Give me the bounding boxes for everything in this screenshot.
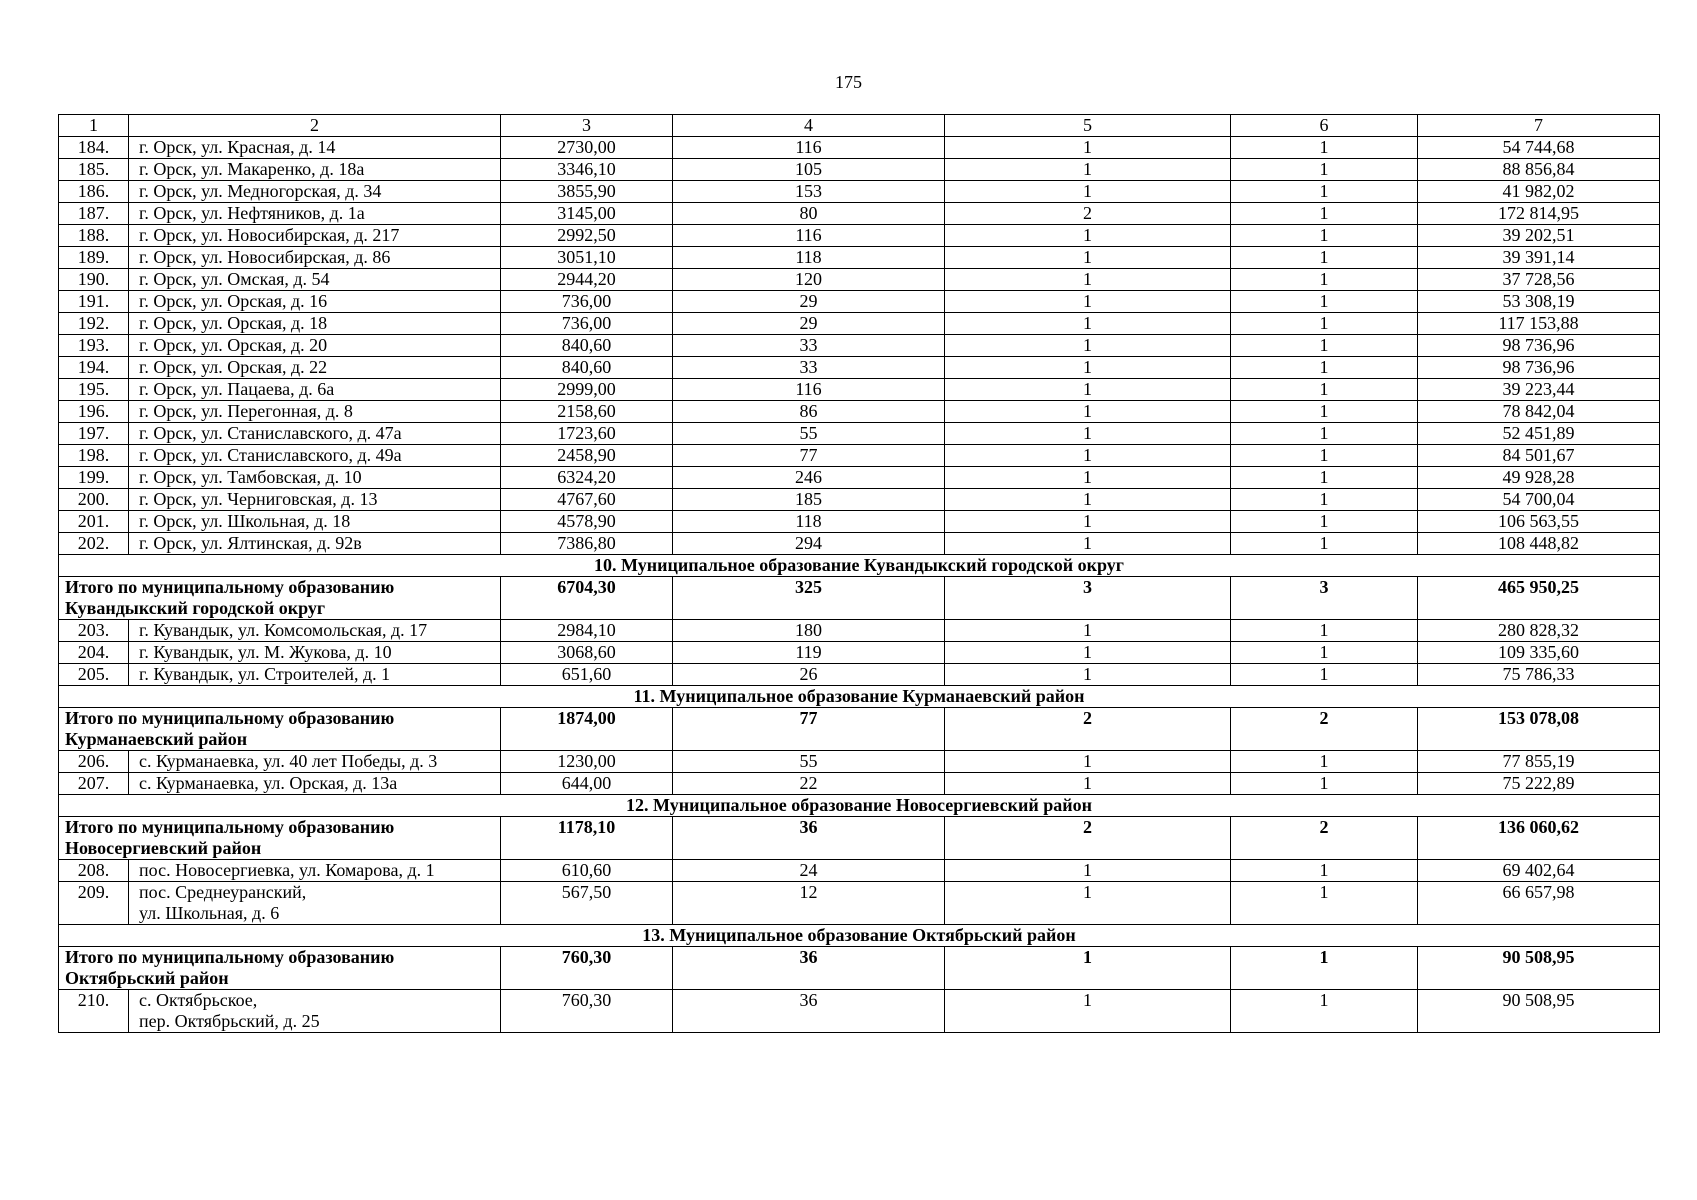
amount-cell: 108 448,82 bbox=[1418, 533, 1660, 555]
residents-cell: 118 bbox=[673, 247, 945, 269]
table-row bbox=[59, 225, 1660, 247]
count-cell: 1 bbox=[945, 423, 1231, 445]
count-cell: 1 bbox=[945, 357, 1231, 379]
table-row bbox=[59, 313, 1660, 335]
residents-cell: 55 bbox=[673, 423, 945, 445]
section-title: 11. Муниципальное образование Курманаевский район bbox=[59, 686, 1660, 708]
row-number: 192. bbox=[59, 313, 129, 335]
row-number: 188. bbox=[59, 225, 129, 247]
residents-cell: 116 bbox=[673, 225, 945, 247]
area-cell: 3346,10 bbox=[501, 159, 673, 181]
row-number: 200. bbox=[59, 489, 129, 511]
residents-cell: 180 bbox=[673, 620, 945, 642]
subtotal-residents-cell: 325 bbox=[673, 577, 945, 620]
row-number: 208. bbox=[59, 860, 129, 882]
area-cell: 760,30 bbox=[501, 990, 673, 1033]
row-number: 203. bbox=[59, 620, 129, 642]
address-cell: г. Кувандык, ул. М. Жукова, д. 10 bbox=[129, 642, 501, 664]
section-title: 10. Муниципальное образование Кувандыкский городской округ bbox=[59, 555, 1660, 577]
subtotal-count2-cell: 1 bbox=[1231, 947, 1418, 990]
amount-cell: 54 700,04 bbox=[1418, 489, 1660, 511]
row-number: 189. bbox=[59, 247, 129, 269]
area-cell: 3145,00 bbox=[501, 203, 673, 225]
column-number: 6 bbox=[1231, 115, 1418, 137]
subtotal-count-cell: 2 bbox=[945, 708, 1231, 751]
count-cell: 1 bbox=[945, 467, 1231, 489]
column-number: 7 bbox=[1418, 115, 1660, 137]
count2-cell: 1 bbox=[1231, 511, 1418, 533]
count2-cell: 1 bbox=[1231, 225, 1418, 247]
area-cell: 736,00 bbox=[501, 291, 673, 313]
amount-cell: 39 391,14 bbox=[1418, 247, 1660, 269]
row-number: 184. bbox=[59, 137, 129, 159]
count-cell: 1 bbox=[945, 401, 1231, 423]
count2-cell: 1 bbox=[1231, 467, 1418, 489]
row-number: 190. bbox=[59, 269, 129, 291]
count2-cell: 1 bbox=[1231, 882, 1418, 925]
amount-cell: 117 153,88 bbox=[1418, 313, 1660, 335]
subtotal-row bbox=[59, 817, 1660, 860]
address-cell: г. Орск, ул. Орская, д. 18 bbox=[129, 313, 501, 335]
subtotal-count-cell: 1 bbox=[945, 947, 1231, 990]
count2-cell: 1 bbox=[1231, 181, 1418, 203]
row-number: 194. bbox=[59, 357, 129, 379]
residents-cell: 26 bbox=[673, 664, 945, 686]
table-row bbox=[59, 159, 1660, 181]
row-number: 205. bbox=[59, 664, 129, 686]
address-cell: г. Орск, ул. Ялтинская, д. 92в bbox=[129, 533, 501, 555]
table-row bbox=[59, 335, 1660, 357]
count-cell: 1 bbox=[945, 181, 1231, 203]
count2-cell: 1 bbox=[1231, 990, 1418, 1033]
residents-cell: 294 bbox=[673, 533, 945, 555]
count-cell: 1 bbox=[945, 159, 1231, 181]
residents-cell: 118 bbox=[673, 511, 945, 533]
residents-cell: 246 bbox=[673, 467, 945, 489]
residents-cell: 22 bbox=[673, 773, 945, 795]
row-number: 198. bbox=[59, 445, 129, 467]
count2-cell: 1 bbox=[1231, 335, 1418, 357]
area-cell: 2984,10 bbox=[501, 620, 673, 642]
count-cell: 1 bbox=[945, 773, 1231, 795]
table-row bbox=[59, 533, 1660, 555]
table-row bbox=[59, 773, 1660, 795]
row-number: 191. bbox=[59, 291, 129, 313]
table-row bbox=[59, 664, 1660, 686]
amount-cell: 39 202,51 bbox=[1418, 225, 1660, 247]
amount-cell: 52 451,89 bbox=[1418, 423, 1660, 445]
count2-cell: 1 bbox=[1231, 620, 1418, 642]
row-number: 193. bbox=[59, 335, 129, 357]
table-row bbox=[59, 269, 1660, 291]
count2-cell: 1 bbox=[1231, 203, 1418, 225]
section-header-row bbox=[59, 925, 1660, 947]
area-cell: 6324,20 bbox=[501, 467, 673, 489]
amount-cell: 37 728,56 bbox=[1418, 269, 1660, 291]
address-cell: г. Орск, ул. Пацаева, д. 6а bbox=[129, 379, 501, 401]
count-cell: 1 bbox=[945, 533, 1231, 555]
count2-cell: 1 bbox=[1231, 533, 1418, 555]
table-row bbox=[59, 511, 1660, 533]
row-number: 187. bbox=[59, 203, 129, 225]
residents-cell: 116 bbox=[673, 137, 945, 159]
subtotal-residents-cell: 36 bbox=[673, 817, 945, 860]
area-cell: 644,00 bbox=[501, 773, 673, 795]
count-cell: 2 bbox=[945, 203, 1231, 225]
amount-cell: 78 842,04 bbox=[1418, 401, 1660, 423]
address-cell: г. Орск, ул. Нефтяников, д. 1а bbox=[129, 203, 501, 225]
residents-cell: 77 bbox=[673, 445, 945, 467]
address-cell: пос. Среднеуранский, ул. Школьная, д. 6 bbox=[129, 882, 501, 925]
area-cell: 1723,60 bbox=[501, 423, 673, 445]
section-header-row bbox=[59, 686, 1660, 708]
address-cell: пос. Новосергиевка, ул. Комарова, д. 1 bbox=[129, 860, 501, 882]
column-number: 1 bbox=[59, 115, 129, 137]
row-number: 185. bbox=[59, 159, 129, 181]
table-row bbox=[59, 489, 1660, 511]
amount-cell: 109 335,60 bbox=[1418, 642, 1660, 664]
section-title: 12. Муниципальное образование Новосергиевский район bbox=[59, 795, 1660, 817]
area-cell: 3855,90 bbox=[501, 181, 673, 203]
row-number: 206. bbox=[59, 751, 129, 773]
address-cell: г. Орск, ул. Новосибирская, д. 217 bbox=[129, 225, 501, 247]
count-cell: 1 bbox=[945, 225, 1231, 247]
residents-cell: 33 bbox=[673, 335, 945, 357]
count-cell: 1 bbox=[945, 137, 1231, 159]
count2-cell: 1 bbox=[1231, 642, 1418, 664]
row-number: 210. bbox=[59, 990, 129, 1033]
count2-cell: 1 bbox=[1231, 357, 1418, 379]
count2-cell: 1 bbox=[1231, 773, 1418, 795]
amount-cell: 106 563,55 bbox=[1418, 511, 1660, 533]
section-header-row bbox=[59, 555, 1660, 577]
area-cell: 3068,60 bbox=[501, 642, 673, 664]
residents-cell: 185 bbox=[673, 489, 945, 511]
count-cell: 1 bbox=[945, 664, 1231, 686]
count-cell: 1 bbox=[945, 379, 1231, 401]
address-cell: г. Кувандык, ул. Комсомольская, д. 17 bbox=[129, 620, 501, 642]
residents-cell: 116 bbox=[673, 379, 945, 401]
area-cell: 3051,10 bbox=[501, 247, 673, 269]
count-cell: 1 bbox=[945, 489, 1231, 511]
subtotal-area-cell: 1178,10 bbox=[501, 817, 673, 860]
address-cell: с. Курманаевка, ул. 40 лет Победы, д. 3 bbox=[129, 751, 501, 773]
row-number: 202. bbox=[59, 533, 129, 555]
count2-cell: 1 bbox=[1231, 291, 1418, 313]
count2-cell: 1 bbox=[1231, 401, 1418, 423]
count-cell: 1 bbox=[945, 313, 1231, 335]
amount-cell: 66 657,98 bbox=[1418, 882, 1660, 925]
subtotal-amount-cell: 153 078,08 bbox=[1418, 708, 1660, 751]
count-cell: 1 bbox=[945, 751, 1231, 773]
table-row bbox=[59, 620, 1660, 642]
subtotal-area-cell: 760,30 bbox=[501, 947, 673, 990]
count-cell: 1 bbox=[945, 291, 1231, 313]
count2-cell: 1 bbox=[1231, 247, 1418, 269]
column-number: 2 bbox=[129, 115, 501, 137]
amount-cell: 69 402,64 bbox=[1418, 860, 1660, 882]
count-cell: 1 bbox=[945, 620, 1231, 642]
count-cell: 1 bbox=[945, 990, 1231, 1033]
amount-cell: 280 828,32 bbox=[1418, 620, 1660, 642]
subtotal-label: Итого по муниципальному образованию Октябрьский район bbox=[59, 947, 501, 990]
subtotal-area-cell: 6704,30 bbox=[501, 577, 673, 620]
subtotal-row bbox=[59, 708, 1660, 751]
address-cell: г. Орск, ул. Новосибирская, д. 86 bbox=[129, 247, 501, 269]
table-row bbox=[59, 445, 1660, 467]
residents-cell: 12 bbox=[673, 882, 945, 925]
area-cell: 840,60 bbox=[501, 335, 673, 357]
table-row bbox=[59, 751, 1660, 773]
column-number: 4 bbox=[673, 115, 945, 137]
area-cell: 610,60 bbox=[501, 860, 673, 882]
count2-cell: 1 bbox=[1231, 159, 1418, 181]
count2-cell: 1 bbox=[1231, 379, 1418, 401]
table-row bbox=[59, 882, 1660, 925]
subtotal-amount-cell: 90 508,95 bbox=[1418, 947, 1660, 990]
subtotal-residents-cell: 36 bbox=[673, 947, 945, 990]
count2-cell: 1 bbox=[1231, 751, 1418, 773]
count-cell: 1 bbox=[945, 445, 1231, 467]
residents-cell: 29 bbox=[673, 291, 945, 313]
row-number: 199. bbox=[59, 467, 129, 489]
row-number: 196. bbox=[59, 401, 129, 423]
area-cell: 4578,90 bbox=[501, 511, 673, 533]
address-cell: г. Орск, ул. Перегонная, д. 8 bbox=[129, 401, 501, 423]
area-cell: 4767,60 bbox=[501, 489, 673, 511]
subtotal-count-cell: 2 bbox=[945, 817, 1231, 860]
residents-cell: 80 bbox=[673, 203, 945, 225]
subtotal-amount-cell: 136 060,62 bbox=[1418, 817, 1660, 860]
table-row bbox=[59, 642, 1660, 664]
area-cell: 2730,00 bbox=[501, 137, 673, 159]
address-cell: с. Курманаевка, ул. Орская, д. 13а bbox=[129, 773, 501, 795]
residents-cell: 36 bbox=[673, 990, 945, 1033]
address-cell: г. Орск, ул. Черниговская, д. 13 bbox=[129, 489, 501, 511]
table-row bbox=[59, 291, 1660, 313]
count2-cell: 1 bbox=[1231, 489, 1418, 511]
subtotal-count2-cell: 2 bbox=[1231, 817, 1418, 860]
amount-cell: 77 855,19 bbox=[1418, 751, 1660, 773]
table-row bbox=[59, 467, 1660, 489]
address-cell: г. Кувандык, ул. Строителей, д. 1 bbox=[129, 664, 501, 686]
amount-cell: 98 736,96 bbox=[1418, 357, 1660, 379]
address-cell: г. Орск, ул. Медногорская, д. 34 bbox=[129, 181, 501, 203]
amount-cell: 84 501,67 bbox=[1418, 445, 1660, 467]
subtotal-area-cell: 1874,00 bbox=[501, 708, 673, 751]
residents-cell: 153 bbox=[673, 181, 945, 203]
subtotal-label: Итого по муниципальному образованию Кувандыкский городской округ bbox=[59, 577, 501, 620]
count-cell: 1 bbox=[945, 642, 1231, 664]
table-row bbox=[59, 181, 1660, 203]
count2-cell: 1 bbox=[1231, 269, 1418, 291]
amount-cell: 88 856,84 bbox=[1418, 159, 1660, 181]
table-row bbox=[59, 401, 1660, 423]
registry-table bbox=[58, 114, 1660, 1033]
table-body bbox=[59, 115, 1660, 1033]
count2-cell: 1 bbox=[1231, 860, 1418, 882]
row-number: 207. bbox=[59, 773, 129, 795]
area-cell: 567,50 bbox=[501, 882, 673, 925]
table-row bbox=[59, 379, 1660, 401]
row-number: 186. bbox=[59, 181, 129, 203]
address-cell: с. Октябрьское, пер. Октябрьский, д. 25 bbox=[129, 990, 501, 1033]
amount-cell: 172 814,95 bbox=[1418, 203, 1660, 225]
count-cell: 1 bbox=[945, 511, 1231, 533]
subtotal-count2-cell: 3 bbox=[1231, 577, 1418, 620]
row-number: 195. bbox=[59, 379, 129, 401]
page-number: 175 bbox=[835, 72, 862, 92]
area-cell: 651,60 bbox=[501, 664, 673, 686]
residents-cell: 55 bbox=[673, 751, 945, 773]
table-row bbox=[59, 357, 1660, 379]
subtotal-label: Итого по муниципальному образованию Новосергиевский район bbox=[59, 817, 501, 860]
amount-cell: 98 736,96 bbox=[1418, 335, 1660, 357]
address-cell: г. Орск, ул. Омская, д. 54 bbox=[129, 269, 501, 291]
area-cell: 736,00 bbox=[501, 313, 673, 335]
count2-cell: 1 bbox=[1231, 137, 1418, 159]
area-cell: 2158,60 bbox=[501, 401, 673, 423]
column-number-row bbox=[59, 115, 1660, 137]
area-cell: 2999,00 bbox=[501, 379, 673, 401]
table-row bbox=[59, 990, 1660, 1033]
amount-cell: 75 222,89 bbox=[1418, 773, 1660, 795]
area-cell: 2944,20 bbox=[501, 269, 673, 291]
area-cell: 7386,80 bbox=[501, 533, 673, 555]
count-cell: 1 bbox=[945, 860, 1231, 882]
count-cell: 1 bbox=[945, 269, 1231, 291]
table-row bbox=[59, 860, 1660, 882]
subtotal-count-cell: 3 bbox=[945, 577, 1231, 620]
address-cell: г. Орск, ул. Тамбовская, д. 10 bbox=[129, 467, 501, 489]
address-cell: г. Орск, ул. Школьная, д. 18 bbox=[129, 511, 501, 533]
column-number: 3 bbox=[501, 115, 673, 137]
residents-cell: 86 bbox=[673, 401, 945, 423]
area-cell: 1230,00 bbox=[501, 751, 673, 773]
count2-cell: 1 bbox=[1231, 664, 1418, 686]
count2-cell: 1 bbox=[1231, 445, 1418, 467]
section-title: 13. Муниципальное образование Октябрьский район bbox=[59, 925, 1660, 947]
residents-cell: 29 bbox=[673, 313, 945, 335]
row-number: 204. bbox=[59, 642, 129, 664]
count-cell: 1 bbox=[945, 882, 1231, 925]
address-cell: г. Орск, ул. Орская, д. 20 bbox=[129, 335, 501, 357]
amount-cell: 53 308,19 bbox=[1418, 291, 1660, 313]
area-cell: 2992,50 bbox=[501, 225, 673, 247]
count-cell: 1 bbox=[945, 335, 1231, 357]
residents-cell: 120 bbox=[673, 269, 945, 291]
table-row bbox=[59, 203, 1660, 225]
amount-cell: 39 223,44 bbox=[1418, 379, 1660, 401]
count2-cell: 1 bbox=[1231, 313, 1418, 335]
address-cell: г. Орск, ул. Станиславского, д. 49а bbox=[129, 445, 501, 467]
row-number: 197. bbox=[59, 423, 129, 445]
area-cell: 2458,90 bbox=[501, 445, 673, 467]
section-header-row bbox=[59, 795, 1660, 817]
row-number: 201. bbox=[59, 511, 129, 533]
address-cell: г. Орск, ул. Орская, д. 22 bbox=[129, 357, 501, 379]
subtotal-count2-cell: 2 bbox=[1231, 708, 1418, 751]
address-cell: г. Орск, ул. Станиславского, д. 47а bbox=[129, 423, 501, 445]
subtotal-residents-cell: 77 bbox=[673, 708, 945, 751]
subtotal-amount-cell: 465 950,25 bbox=[1418, 577, 1660, 620]
amount-cell: 41 982,02 bbox=[1418, 181, 1660, 203]
address-cell: г. Орск, ул. Орская, д. 16 bbox=[129, 291, 501, 313]
count-cell: 1 bbox=[945, 247, 1231, 269]
address-cell: г. Орск, ул. Красная, д. 14 bbox=[129, 137, 501, 159]
table-row bbox=[59, 247, 1660, 269]
amount-cell: 54 744,68 bbox=[1418, 137, 1660, 159]
subtotal-row bbox=[59, 947, 1660, 990]
amount-cell: 49 928,28 bbox=[1418, 467, 1660, 489]
table-row bbox=[59, 137, 1660, 159]
amount-cell: 90 508,95 bbox=[1418, 990, 1660, 1033]
residents-cell: 105 bbox=[673, 159, 945, 181]
row-number: 209. bbox=[59, 882, 129, 925]
table-row bbox=[59, 423, 1660, 445]
amount-cell: 75 786,33 bbox=[1418, 664, 1660, 686]
residents-cell: 33 bbox=[673, 357, 945, 379]
residents-cell: 119 bbox=[673, 642, 945, 664]
column-number: 5 bbox=[945, 115, 1231, 137]
count2-cell: 1 bbox=[1231, 423, 1418, 445]
address-cell: г. Орск, ул. Макаренко, д. 18а bbox=[129, 159, 501, 181]
residents-cell: 24 bbox=[673, 860, 945, 882]
subtotal-label: Итого по муниципальному образованию Курманаевский район bbox=[59, 708, 501, 751]
subtotal-row bbox=[59, 577, 1660, 620]
area-cell: 840,60 bbox=[501, 357, 673, 379]
